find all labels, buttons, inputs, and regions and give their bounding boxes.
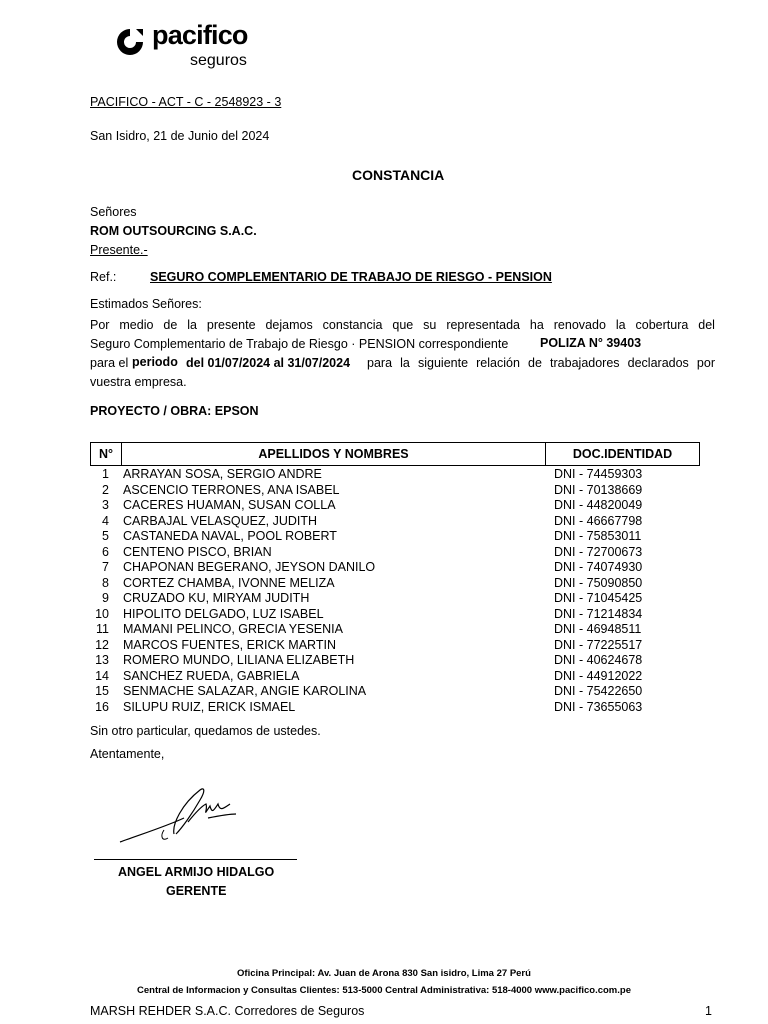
row-number: 9 xyxy=(102,591,109,605)
body-word: constancia xyxy=(322,318,383,332)
row-name: ROMERO MUNDO, LILIANA ELIZABETH xyxy=(123,653,355,667)
body-line-3-pre: para el xyxy=(90,356,129,370)
table-row xyxy=(90,669,700,685)
row-number: 6 xyxy=(102,544,109,559)
pacifico-logo xyxy=(112,22,282,74)
table-row xyxy=(90,653,700,669)
periodo-dates: del 01/07/2024 al 31/07/2024 xyxy=(186,356,351,370)
row-name: SENMACHE SALAZAR, ANGIE KAROLINA xyxy=(123,684,367,698)
row-document: DNI - 71045425 xyxy=(554,591,643,605)
row-number: 7 xyxy=(102,560,109,574)
body-word: declarados xyxy=(627,356,689,370)
table-row xyxy=(90,607,700,623)
row-name: CARBAJAL VELASQUEZ, JUDITH xyxy=(123,513,318,528)
footer-contacts: Central de Informacion y Consultas Clientes: 513-5000 Central Administrativa: 518-4000 www.pacifico.com.pe xyxy=(137,985,631,996)
project-name: PROYECTO / OBRA: EPSON xyxy=(90,404,259,418)
row-document: DNI - 70138669 xyxy=(554,482,643,497)
body-word: ha xyxy=(529,318,544,332)
presente: Presente.- xyxy=(90,243,148,257)
signatory-role: GERENTE xyxy=(166,884,227,898)
row-name: HIPOLITO DELGADO, LUZ ISABEL xyxy=(123,606,324,621)
document-date: San Isidro, 21 de Junio del 2024 xyxy=(90,129,270,143)
pacifico-logo-icon xyxy=(114,26,146,58)
body-word: renovado xyxy=(553,318,606,332)
greeting: Estimados Señores: xyxy=(90,297,202,311)
sign-off: Atentamente, xyxy=(90,747,165,761)
row-name: SILUPU RUIZ, ERICK ISMAEL xyxy=(123,699,296,714)
row-name: CHAPONAN BEGERANO, JEYSON DANILO xyxy=(123,560,376,574)
row-name: CACERES HUAMAN, SUSAN COLLA xyxy=(123,498,336,512)
closing-text: Sin otro particular, quedamos de ustedes. xyxy=(90,724,321,738)
row-document: DNI - 74459303 xyxy=(554,467,643,481)
row-number: 16 xyxy=(95,699,109,714)
table-row xyxy=(90,545,700,561)
row-document: DNI - 71214834 xyxy=(554,606,643,621)
row-name: CRUZADO KU, MIRYAM JUDITH xyxy=(123,591,310,605)
body-line-3-post xyxy=(367,356,715,370)
header-name: APELLIDOS Y NOMBRES xyxy=(122,443,546,466)
row-number: 10 xyxy=(95,606,109,621)
document-title: CONSTANCIA xyxy=(352,167,445,183)
row-name: MARCOS FUENTES, ERICK MARTIN xyxy=(123,637,336,652)
policy-number: POLIZA N° 39403 xyxy=(540,336,642,350)
signature-image xyxy=(112,784,247,850)
row-document: DNI - 73655063 xyxy=(554,699,643,714)
row-number: 14 xyxy=(95,668,109,683)
footer-company: MARSH REHDER S.A.C. Corredores de Seguros xyxy=(90,1004,365,1018)
table-row xyxy=(90,622,700,638)
row-document: DNI - 75422650 xyxy=(554,684,643,698)
row-document: DNI - 46667798 xyxy=(554,513,643,528)
body-word: relación xyxy=(476,356,520,370)
body-word: siguiente xyxy=(417,356,469,370)
row-number: 8 xyxy=(102,575,109,590)
brand-sub: seguros xyxy=(190,52,247,69)
table-row xyxy=(90,560,700,576)
header-num: N° xyxy=(91,443,122,466)
table-row xyxy=(90,591,700,607)
body-word: de xyxy=(528,356,542,370)
body-word: presente xyxy=(206,318,256,332)
row-number: 4 xyxy=(102,513,109,528)
recipient-company: ROM OUTSOURCING S.A.C. xyxy=(90,224,257,238)
body-word: Por xyxy=(90,318,110,332)
row-name: CASTANEDA NAVAL, POOL ROBERT xyxy=(123,529,337,543)
table-row xyxy=(90,483,700,499)
signature-line xyxy=(94,859,297,860)
signatory-name: ANGEL ARMIJO HIDALGO xyxy=(118,865,275,879)
table-row xyxy=(90,700,700,716)
table-row xyxy=(90,514,700,530)
row-document: DNI - 40624678 xyxy=(554,653,643,667)
body-word: la xyxy=(615,318,626,332)
body-word: de xyxy=(163,318,178,332)
table-row xyxy=(90,576,700,592)
table-row xyxy=(90,498,700,514)
body-word: para xyxy=(367,356,393,370)
row-name: ASCENCIO TERRONES, ANA ISABEL xyxy=(123,482,340,497)
row-document: DNI - 44820049 xyxy=(554,498,643,512)
body-line-4: vuestra empresa. xyxy=(90,375,187,389)
body-word: su xyxy=(423,318,437,332)
brand-name: pacifico xyxy=(152,20,248,50)
body-word: dejamos xyxy=(265,318,313,332)
table-row xyxy=(90,638,700,654)
header-doc: DOC.IDENTIDAD xyxy=(546,443,700,466)
document-reference-code: PACIFICO - ACT - C - 2548923 - 3 xyxy=(90,95,282,109)
footer-office: Oficina Principal: Av. Juan de Arona 830 San isidro, Lima 27 Perú xyxy=(237,968,531,979)
body-word: por xyxy=(696,356,715,370)
row-document: DNI - 74074930 xyxy=(554,560,643,574)
row-number: 2 xyxy=(102,482,109,497)
table-row xyxy=(90,529,700,545)
row-name: CORTEZ CHAMBA, IVONNE MELIZA xyxy=(123,575,335,590)
body-word: la xyxy=(187,318,197,332)
row-number: 5 xyxy=(102,529,109,543)
body-line-2: Seguro Complementario de Trabajo de Riesgo · PENSION correspondiente xyxy=(90,337,509,351)
body-word: medio xyxy=(119,318,154,332)
workers-table-header xyxy=(90,442,700,466)
periodo-label: periodo xyxy=(132,355,178,369)
body-word: cobertura xyxy=(635,318,689,332)
row-number: 12 xyxy=(95,637,109,652)
reference-text: SEGURO COMPLEMENTARIO DE TRABAJO DE RIESGO - PENSION xyxy=(150,270,552,284)
reference-label: Ref.: xyxy=(90,270,117,284)
row-document: DNI - 72700673 xyxy=(554,544,643,559)
row-document: DNI - 46948511 xyxy=(554,622,642,636)
row-number: 13 xyxy=(95,653,109,667)
row-name: MAMANI PELINCO, GRECIA YESENIA xyxy=(123,622,343,636)
row-number: 1 xyxy=(102,467,109,481)
row-name: CENTENO PISCO, BRIAN xyxy=(123,544,272,559)
row-document: DNI - 44912022 xyxy=(554,668,643,683)
body-word: representada xyxy=(446,318,520,332)
row-number: 15 xyxy=(95,684,109,698)
body-word: que xyxy=(392,318,414,332)
body-word: la xyxy=(400,356,410,370)
row-number: 3 xyxy=(102,498,109,512)
body-word: del xyxy=(698,318,715,332)
row-number: 11 xyxy=(96,622,109,636)
workers-table-body xyxy=(90,467,700,715)
row-document: DNI - 75090850 xyxy=(554,575,643,590)
row-name: SANCHEZ RUEDA, GABRIELA xyxy=(123,668,300,683)
body-word: trabajadores xyxy=(550,356,620,370)
table-row xyxy=(90,684,700,700)
page-number: 1 xyxy=(705,1004,712,1018)
body-line-1 xyxy=(90,318,715,332)
row-document: DNI - 75853011 xyxy=(554,529,642,543)
salutation: Señores xyxy=(90,205,137,219)
row-document: DNI - 77225517 xyxy=(554,637,643,652)
table-row xyxy=(90,467,700,483)
row-name: ARRAYAN SOSA, SERGIO ANDRE xyxy=(123,467,322,481)
